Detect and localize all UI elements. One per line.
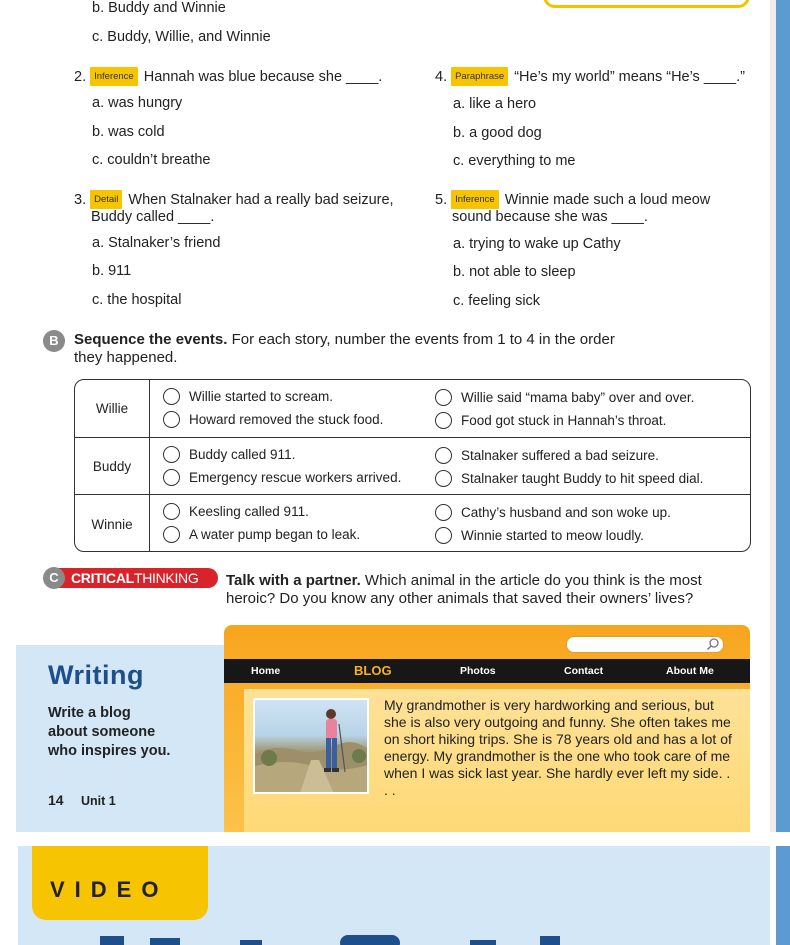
q4-tag: Paraphrase [451, 67, 508, 86]
page-number: 14 [48, 792, 64, 808]
critical-word: CRITICAL [71, 570, 134, 586]
event-text: Food got stuck in Hannah’s throat. [461, 413, 667, 428]
unit-label: Unit 1 [81, 794, 116, 808]
sequence-event [163, 446, 295, 463]
number-circle[interactable] [163, 411, 180, 428]
q4-number: 4. [435, 69, 448, 85]
q2-stem-text: Hannah was blue because she ____. [143, 69, 383, 85]
sequence-row-winnie [75, 494, 750, 552]
nav-photos[interactable]: Photos [460, 665, 496, 677]
q5-option-b: b. not able to sleep [453, 264, 576, 280]
writing-title: Writing [48, 660, 144, 690]
q3-stem-line1: When Stalnaker had a really bad seizure, [128, 192, 394, 208]
critical-thinking-badge [43, 567, 218, 589]
event-text: Howard removed the stuck food. [189, 412, 384, 427]
section-b-heading: Sequence the events. [74, 331, 228, 348]
sequence-row-willie [75, 380, 750, 437]
number-circle[interactable] [435, 447, 452, 464]
q2-option-c: c. couldn’t breathe [92, 152, 211, 168]
q5-stem [435, 190, 710, 226]
q1-option-b: b. Buddy and Winnie [92, 0, 226, 16]
q4-option-a: a. like a hero [453, 96, 537, 112]
section-c-text-2: heroic? Do you know any other animals that saved their owners’ lives? [226, 590, 694, 607]
event-text: Stalnaker suffered a bad seizure. [461, 448, 659, 463]
video-label: VIDEO [50, 877, 169, 902]
number-circle[interactable] [163, 388, 180, 405]
number-circle[interactable] [435, 389, 452, 406]
event-text: Keesling called 911. [189, 504, 309, 519]
q5-stem-line2: sound because she was ____. [452, 209, 648, 225]
q5-option-c: c. feeling sick [453, 293, 541, 309]
q5-tag: Inference [451, 190, 499, 209]
writing-prompt-line1: Write a blog [48, 705, 131, 721]
event-text: Buddy called 911. [189, 447, 296, 462]
section-b-text-2: they happened. [74, 349, 178, 366]
section-c-instructions [226, 572, 702, 608]
number-circle[interactable] [163, 469, 180, 486]
number-circle[interactable] [435, 527, 452, 544]
q1-option-c: c. Buddy, Willie, and Winnie [92, 29, 271, 45]
event-text: Willie started to scream. [189, 389, 334, 404]
q4-stem [435, 67, 745, 86]
q2-option-b: b. was cold [92, 124, 165, 140]
page-gap [0, 832, 790, 846]
q3-stem [74, 190, 394, 226]
hiker-illustration [255, 700, 369, 794]
sequence-name-winnie: Winnie [75, 495, 150, 552]
writing-prompt-line3: who inspires you. [48, 743, 171, 759]
q4-stem-text: “He’s my world” means “He’s ____.” [514, 69, 745, 85]
sequence-name-willie: Willie [75, 380, 150, 437]
number-circle[interactable] [163, 503, 180, 520]
writing-prompt-line2: about someone [48, 724, 156, 740]
sequence-event [163, 388, 333, 405]
sequence-event [435, 447, 659, 464]
sequence-event [435, 470, 703, 487]
q5-option-a: a. trying to wake up Cathy [453, 236, 621, 252]
section-c-marker: C [43, 567, 65, 589]
q2-number: 2. [74, 69, 87, 85]
section-c-heading: Talk with a partner. [226, 572, 361, 589]
number-circle[interactable] [163, 526, 180, 543]
sequence-event [163, 526, 360, 543]
q3-tag: Detail [90, 190, 122, 209]
number-circle[interactable] [435, 470, 452, 487]
event-text: Cathy’s husband and son woke up. [461, 505, 671, 520]
top-badge-frame [543, 0, 750, 8]
thinking-word: THINKING [133, 570, 199, 586]
event-text: Winnie started to meow loudly. [461, 528, 644, 543]
section-b-text-1: For each story, number the events from 1 to 4 in the order [227, 331, 615, 348]
sequence-event [435, 504, 671, 521]
q3-stem-line2: Buddy called ____. [91, 209, 215, 225]
q4-option-b: b. a good dog [453, 125, 542, 141]
q5-number: 5. [435, 192, 448, 208]
blog-search-input[interactable] [566, 636, 724, 653]
blog-post-text: My grandmother is very hardworking and serious, but she is also very outgoing and funny. She often takes me on short hiking trips. She is 78 years old and has a lot of energy. My grandmother is the one who took care of me when I was sick last year. She hardly ever left my side. . . . [384, 697, 732, 798]
sequence-event [435, 389, 694, 406]
sequence-event [163, 469, 401, 486]
q3-option-a: a. Stalnaker’s friend [92, 235, 221, 251]
sequence-event [163, 503, 309, 520]
grandmother-photo [253, 698, 369, 794]
sequence-event [435, 412, 666, 429]
event-text: Willie said “mama baby” over and over. [461, 390, 695, 405]
event-text: Stalnaker taught Buddy to hit speed dial. [461, 471, 704, 486]
sequence-table [74, 379, 751, 552]
event-text: Emergency rescue workers arrived. [189, 470, 402, 485]
critical-thinking-pill [57, 568, 218, 588]
q5-stem-line1: Winnie made such a loud meow [504, 192, 711, 208]
q3-option-b: b. 911 [92, 263, 132, 279]
search-icon[interactable] [706, 637, 720, 651]
writing-prompt [48, 704, 170, 761]
section-b-instructions [74, 331, 615, 367]
q2-stem [74, 67, 382, 86]
sequence-row-buddy [75, 437, 750, 494]
number-circle[interactable] [435, 504, 452, 521]
q3-number: 3. [74, 192, 87, 208]
number-circle[interactable] [163, 446, 180, 463]
section-c-text-1: Which animal in the article do you think is the most [360, 572, 702, 589]
nav-home[interactable]: Home [251, 665, 281, 677]
nav-about-me[interactable]: About Me [666, 665, 714, 677]
sequence-name-buddy: Buddy [75, 438, 150, 494]
section-b-marker: B [43, 330, 65, 352]
cropped-title-shapes [90, 930, 610, 945]
nav-contact[interactable]: Contact [564, 665, 604, 677]
q3-option-c: c. the hospital [92, 292, 182, 308]
q2-tag: Inference [90, 67, 138, 86]
q4-option-c: c. everything to me [453, 153, 576, 169]
sequence-event [435, 527, 644, 544]
number-circle[interactable] [435, 412, 452, 429]
sequence-event [163, 411, 383, 428]
event-text: A water pump began to leak. [189, 527, 361, 542]
next-page-strip [776, 0, 790, 945]
q2-option-a: a. was hungry [92, 95, 183, 111]
nav-blog[interactable]: BLOG [354, 663, 392, 678]
